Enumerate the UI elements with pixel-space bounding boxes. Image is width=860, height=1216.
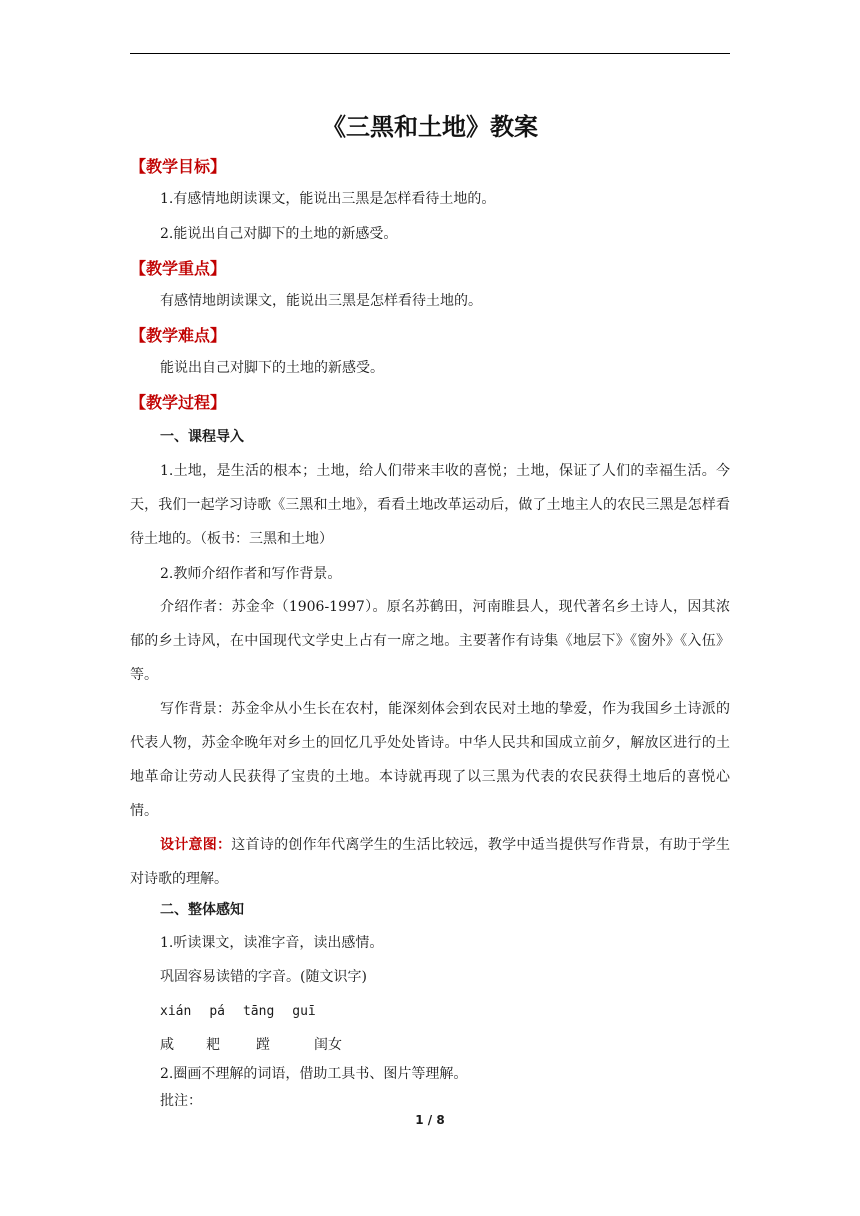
part2-paragraph-4: 批注： [160, 1093, 202, 1109]
pinyin-tang: tāng [242, 1004, 275, 1019]
part1-paragraph-2: 2.教师介绍作者和写作背景。 [160, 566, 342, 582]
part1-paragraph-4: 写作背景：苏金伞从小生长在农村，能深刻体会到农民对土地的挚爱，作为我国乡土诗派的代表人物，苏金伞晚年对乡土的回忆几乎处处皆诗。中华人民共和国成立前夕，解放区进行的土地革命让劳动人民获得了宝贵的土地。本诗就再现了以三黑为代表的农民获得土地后的喜悦心情。 [130, 701, 730, 819]
pinyin-row [160, 1001, 334, 1023]
process-heading: 【教学过程】 [130, 393, 227, 412]
design-intent-label: 设计意图： [160, 837, 232, 853]
part2-paragraph-3: 2.圈画不理解的词语，借助工具书、图片等理解。 [160, 1066, 468, 1082]
part2-paragraph-1: 1.听读课文，读准字音，读出感情。 [160, 935, 384, 951]
key-points-text: 有感情地朗读课文，能说出三黑是怎样看待土地的。 [160, 293, 482, 309]
part2-paragraph-2: 巩固容易读错的字音。(随文识字) [160, 969, 367, 985]
header-rule [130, 53, 730, 54]
character-pa: 耙 [206, 1037, 220, 1053]
character-row [160, 1034, 342, 1056]
character-tang: 蹚 [256, 1037, 270, 1053]
difficulties-heading: 【教学难点】 [130, 326, 227, 345]
objective-item-1: 1.有感情地朗读课文，能说出三黑是怎样看待土地的。 [160, 191, 496, 207]
page-number: 1 / 8 [415, 1113, 445, 1127]
pinyin-pa: pá [209, 1004, 225, 1019]
objectives-heading: 【教学目标】 [130, 157, 227, 176]
document-title: 《三黑和土地》教案 [322, 113, 538, 141]
pinyin-xian: xián [160, 1004, 192, 1019]
pinyin-gui: guī [292, 1004, 316, 1019]
key-points-heading: 【教学重点】 [130, 259, 227, 278]
character-guinv: 闺女 [314, 1037, 342, 1053]
part2-heading: 二、整体感知 [160, 902, 244, 918]
objective-item-2: 2.能说出自己对脚下的土地的新感受。 [160, 226, 398, 242]
character-xian: 咸 [160, 1037, 174, 1053]
part1-paragraph-3: 介绍作者：苏金伞（1906-1997）。原名苏鹤田，河南睢县人，现代著名乡土诗人，因其浓郁的乡土诗风，在中国现代文学史上占有一席之地。主要著作有诗集《地层下》《窗外》《入伍》等。 [130, 599, 730, 683]
part1-heading: 一、课程导入 [160, 429, 244, 445]
difficulties-text: 能说出自己对脚下的土地的新感受。 [160, 360, 384, 376]
part1-paragraph-1: 1.土地，是生活的根本；土地，给人们带来丰收的喜悦；土地，保证了人们的幸福生活。今天，我们一起学习诗歌《三黑和土地》，看看土地改革运动后，做了土地主人的农民三黑是怎样看待土地的。（板书：三黑和土地） [130, 463, 730, 547]
design-intent-paragraph [130, 828, 730, 896]
design-intent-text: 这首诗的创作年代离学生的生活比较远，教学中适当提供写作背景，有助于学生对诗歌的理解。 [130, 837, 731, 887]
